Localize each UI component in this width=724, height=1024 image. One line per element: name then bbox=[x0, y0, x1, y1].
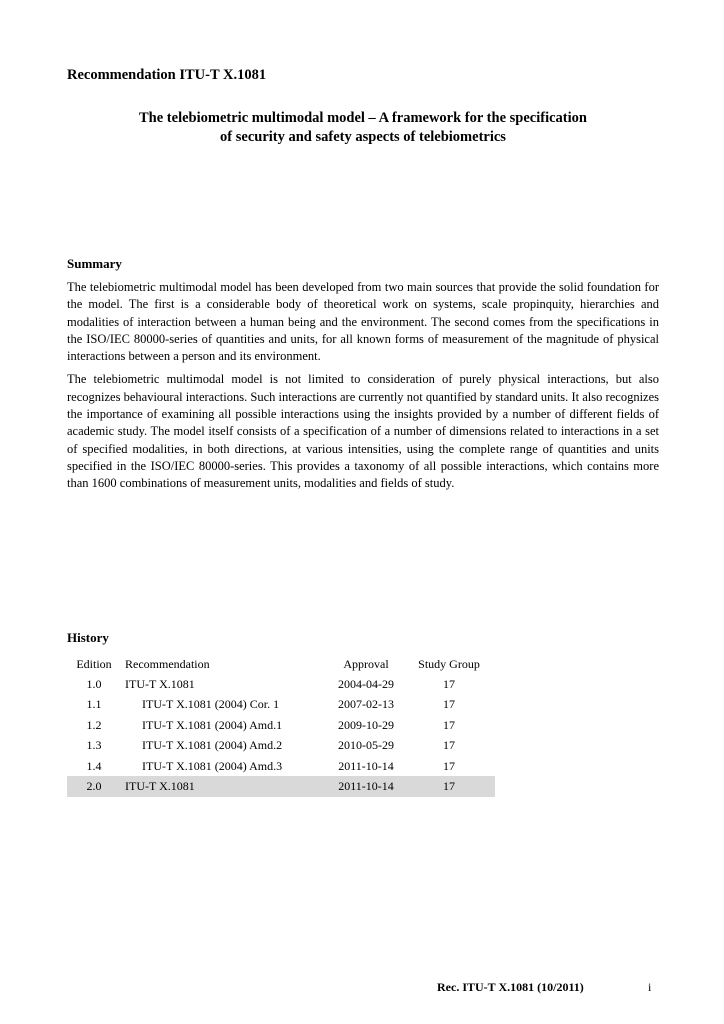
table-row-highlighted bbox=[67, 776, 495, 796]
study-group-cell: 17 bbox=[443, 717, 455, 732]
study-group-cell: 17 bbox=[443, 738, 455, 753]
recommendation-cell: ITU-T X.1081 (2004) Amd.1 bbox=[142, 717, 283, 732]
recommendation-cell: ITU-T X.1081 (2004) Amd.2 bbox=[142, 738, 283, 753]
column-header-recommendation: Recommendation bbox=[125, 656, 210, 671]
recommendation-cell: ITU-T X.1081 bbox=[121, 776, 329, 796]
recommendation-cell: ITU-T X.1081 (2004) Cor. 1 bbox=[142, 697, 280, 712]
edition-cell: 1.2 bbox=[86, 717, 102, 732]
column-header-study-group: Study Group bbox=[418, 656, 480, 671]
page-number: i bbox=[648, 980, 652, 994]
summary-body bbox=[67, 279, 659, 499]
recommendation-cell: ITU-T X.1081 bbox=[125, 677, 195, 692]
history-header-row bbox=[67, 654, 495, 674]
summary-paragraph-2: The telebiometric multimodal model is not limited to consideration of purely physical interactions, but also recognizes behavioural interactions. Such interactions are currently not quantified by standard units. It also recognizes the importance of examining all possible interactions using the insights provided by a number of different fields of academic study. The model itself consists of a specification of a number of dimensions related to interactions in a set of specified modalities, in both directions, at various intensities, using the complete range of quantities and units specified in the ISO/IEC 80000-series. This provides a taxonomy of all possible interactions, which contains more than 1600 combinations of measurement units, modalities and fields of study. bbox=[67, 372, 659, 491]
column-header-edition: Edition bbox=[76, 656, 112, 671]
history-table bbox=[67, 654, 495, 797]
document-title bbox=[67, 109, 659, 147]
recommendation-cell: ITU-T X.1081 (2004) Amd.3 bbox=[142, 758, 283, 773]
study-group-cell: 17 bbox=[443, 677, 455, 692]
edition-cell: 1.4 bbox=[86, 758, 102, 773]
history-heading: History bbox=[67, 630, 109, 645]
edition-cell: 1.1 bbox=[86, 697, 102, 712]
approval-cell: 2007-02-13 bbox=[338, 697, 394, 712]
study-group-cell: 17 bbox=[403, 776, 495, 796]
table-row bbox=[67, 736, 495, 756]
approval-cell: 2011-10-14 bbox=[329, 776, 403, 796]
summary-paragraph-1: The telebiometric multimodal model has been developed from two main sources that provide the solid foundation for the model. The first is a considerable body of theoretical work on systems, scale propinquity, hierarchies and modalities of interaction between a human being and the environment. The second comes from the specifications in the ISO/IEC 80000-series of quantities and units, for all known forms of measurement of the magnitude of physical interactions between a person and its environment. bbox=[67, 280, 659, 364]
table-row bbox=[67, 756, 495, 776]
approval-cell: 2004-04-29 bbox=[338, 677, 394, 692]
approval-cell: 2010-05-29 bbox=[338, 738, 394, 753]
approval-cell: 2011-10-14 bbox=[338, 758, 394, 773]
table-row bbox=[67, 715, 495, 735]
column-header-approval: Approval bbox=[343, 656, 389, 671]
footer-reference: Rec. ITU-T X.1081 (10/2011) bbox=[437, 980, 584, 994]
table-row bbox=[67, 695, 495, 715]
document-title-line-1: The telebiometric multimodal model – A framework for the specification bbox=[139, 110, 587, 126]
recommendation-number: Recommendation ITU-T X.1081 bbox=[67, 67, 267, 83]
study-group-cell: 17 bbox=[443, 697, 455, 712]
edition-cell: 2.0 bbox=[67, 776, 121, 796]
summary-heading: Summary bbox=[67, 256, 122, 271]
study-group-cell: 17 bbox=[443, 758, 455, 773]
edition-cell: 1.3 bbox=[86, 738, 102, 753]
table-row bbox=[67, 674, 495, 694]
approval-cell: 2009-10-29 bbox=[338, 717, 394, 732]
edition-cell: 1.0 bbox=[86, 677, 102, 692]
document-title-line-2: of security and safety aspects of telebiometrics bbox=[220, 129, 506, 145]
